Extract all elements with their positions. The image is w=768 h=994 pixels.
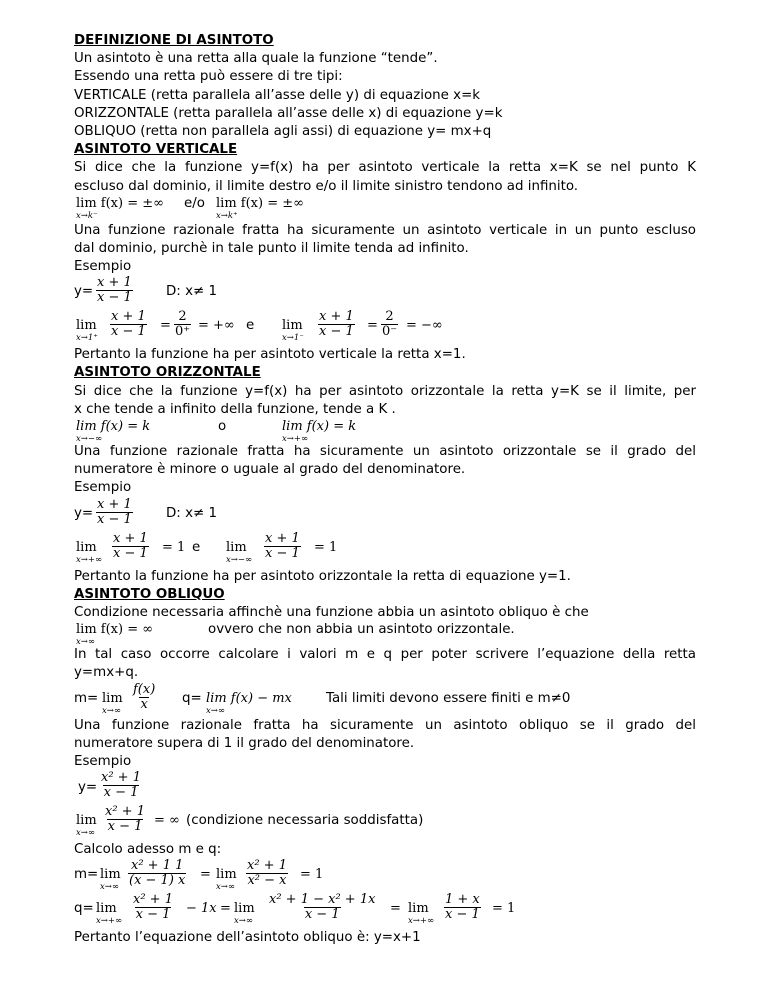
lim-operator: lim	[216, 867, 237, 883]
fraction	[444, 893, 481, 922]
paragraph-line: Si dice che la funzione y=f(x) ha per asintoto verticale la retta x=K se nel punto K	[74, 160, 696, 176]
limit-expression: lim f(x) = k	[282, 419, 357, 434]
limit-result: = 1	[300, 867, 324, 883]
subtraction-term: − 1x	[186, 901, 217, 917]
limit-subscript: x→∞	[76, 828, 95, 839]
fraction-denominator: (x − 1) x	[129, 873, 186, 889]
lim-operator: lim	[102, 690, 123, 706]
m-prefix: m=	[74, 690, 99, 706]
paragraph-line: y=mx+q.	[74, 665, 139, 681]
fraction-denominator: x − 1	[304, 907, 340, 923]
fraction-numerator: x² + 1	[101, 770, 141, 786]
limit-subscript: x→∞	[206, 705, 225, 716]
document-title: DEFINIZIONE DI ASINTOTO	[74, 33, 274, 48]
paragraph-line: numeratore supera di 1 il grado del denominatore.	[74, 735, 415, 751]
limit-result: = 1	[314, 539, 338, 555]
fraction-numerator: 1 + x	[445, 892, 480, 908]
formula-q-calculation	[74, 893, 696, 929]
y-prefix: y=	[78, 780, 98, 796]
fraction-numerator: 2	[385, 309, 394, 325]
fraction	[96, 498, 133, 527]
formula-vertical-definition	[74, 196, 696, 222]
fraction-numerator: x² + 1 − x² + 1x	[269, 892, 376, 908]
y-prefix: y=	[74, 505, 94, 521]
fraction	[246, 859, 288, 888]
limit-expression: lim f(x) = ∞	[76, 622, 154, 638]
connector-text: e	[192, 539, 201, 555]
condition-text: ovvero che non abbia un asintoto orizzontale.	[208, 622, 515, 638]
limit-expression: lim f(x) − mx	[206, 690, 292, 706]
fraction-denominator: x − 1	[319, 324, 354, 340]
limit-expression: lim f(x) = k	[76, 419, 151, 434]
fraction-denominator: x − 1	[107, 819, 143, 835]
section-heading-horizontal: ASINTOTO ORIZZONTALE	[74, 365, 261, 381]
paragraph-line: x che tende a infinito della funzione, tende a K .	[74, 401, 396, 417]
equals-sign: =	[200, 867, 211, 883]
condition-note: (condizione necessaria soddisfatta)	[186, 813, 424, 829]
formula-function	[74, 498, 696, 532]
paragraph-line: Una funzione razionale fratta ha sicuramente un asintoto verticale in un punto escluso	[74, 222, 696, 238]
intro-line: Un asintoto è una retta alla quale la funzione “tende”.	[74, 51, 438, 67]
limit-subscript: x→+∞	[282, 434, 309, 444]
limit-subscript: x→k⁺	[216, 210, 238, 221]
lim-operator: lim	[96, 901, 117, 917]
fraction	[132, 893, 174, 922]
connector-text: e	[246, 318, 255, 334]
paragraph-line: Una funzione razionale fratta ha sicuramente un asintoto orizzontale se il grado del	[74, 444, 696, 459]
intro-line: ORIZZONTALE (retta parallela all’asse delle x) di equazione y=k	[74, 105, 503, 121]
fraction	[128, 859, 186, 888]
q-prefix: q=	[74, 901, 94, 917]
equals-sign: =	[220, 901, 231, 917]
limit-subscript: x→∞	[216, 882, 235, 893]
paragraph-line: numeratore è minore o uguale al grado del denominatore.	[74, 462, 466, 478]
limit-result: = 1	[162, 539, 186, 555]
fraction-numerator: x + 1	[113, 530, 148, 546]
limit-subscript: x→k⁻	[76, 210, 98, 221]
fraction	[268, 893, 376, 922]
limit-subscript: x→1⁻	[282, 333, 304, 344]
fraction	[110, 310, 147, 339]
conclusion-line: Pertanto l’equazione dell’asintoto obliquo è: y=x+1	[74, 930, 421, 946]
lim-operator: lim	[76, 813, 97, 829]
equals-sign: =	[390, 901, 401, 917]
fraction-denominator: x² − x	[247, 873, 287, 889]
lim-operator: lim	[234, 901, 255, 917]
limit-subscript: x→−∞	[226, 554, 253, 565]
equals-sign: =	[160, 318, 171, 334]
limit-expression: lim f(x) = ±∞	[76, 195, 164, 211]
limit-result: = −∞	[406, 318, 443, 334]
lim-operator: lim	[226, 539, 247, 555]
limit-subscript: x→∞	[76, 637, 95, 648]
section-heading-vertical: ASINTOTO VERTICALE	[74, 142, 238, 158]
fraction-denominator: x − 1	[113, 545, 148, 561]
fraction-numerator: x² + 1	[133, 892, 173, 908]
limit-result: = ∞	[154, 813, 180, 829]
limit-subscript: x→+∞	[96, 916, 123, 927]
fraction-numerator: x + 1	[111, 309, 146, 325]
section-heading-oblique: ASINTOTO OBLIQUO	[74, 586, 225, 602]
example-label: Esempio	[74, 259, 132, 275]
fraction	[112, 532, 149, 561]
intro-line: Essendo una retta può essere di tre tipi:	[74, 69, 343, 85]
formula-horizontal-limits	[74, 532, 696, 568]
limit-subscript: x→∞	[102, 705, 121, 716]
fraction-numerator: x + 1	[97, 275, 132, 291]
fraction-denominator: 0⁻	[382, 324, 398, 340]
conclusion-line: Pertanto la funzione ha per asintoto verticale la retta x=1.	[74, 347, 466, 363]
fraction-numerator: x² + 1	[105, 804, 145, 820]
fraction	[174, 310, 191, 339]
limit-result: = 1	[492, 901, 516, 917]
fraction	[132, 683, 156, 712]
lim-operator: lim	[76, 318, 97, 334]
fraction-denominator: x − 1	[97, 290, 132, 306]
formula-oblique-condition	[74, 622, 696, 646]
fraction-denominator: x − 1	[97, 511, 132, 527]
fraction-denominator: x − 1	[445, 907, 480, 923]
y-prefix: y=	[74, 284, 94, 300]
intro-line: OBLIQUO (retta non parallela agli assi) di equazione y= mx+q	[74, 123, 492, 139]
limit-subscript: x→+∞	[408, 916, 435, 927]
formula-vertical-limits	[74, 310, 696, 346]
fraction-denominator: x	[140, 696, 148, 712]
paragraph-line: Si dice che la funzione y=f(x) ha per asintoto orizzontale la retta y=K se il limite, per	[74, 383, 696, 399]
formula-function	[74, 771, 696, 805]
formula-function	[74, 276, 696, 310]
paragraph-line: escluso dal dominio, il limite destro e/o il limite sinistro tendono ad infinito.	[74, 178, 579, 194]
fraction	[318, 310, 355, 339]
domain-label: D: x≠ 1	[166, 505, 217, 521]
paragraph-line: dal dominio, purchè in tale punto il limite tenda ad infinito.	[74, 240, 469, 256]
fraction-denominator: 0⁺	[175, 324, 191, 340]
fraction-numerator: x + 1	[97, 496, 132, 512]
limit-subscript: x→1⁺	[76, 333, 98, 344]
formula-m-q-definition	[74, 683, 696, 717]
note-text: Tali limiti devono essere finiti e m≠0	[326, 690, 571, 706]
equals-sign: =	[367, 318, 378, 334]
q-prefix: q=	[182, 690, 202, 706]
lim-operator: lim	[282, 318, 303, 334]
document-page	[74, 32, 696, 947]
fraction	[104, 805, 146, 834]
formula-horizontal-definition	[74, 419, 696, 443]
fraction-denominator: x − 1	[135, 907, 171, 923]
paragraph-line: Condizione necessaria affinchè una funzione abbia un asintoto obliquo è che	[74, 604, 589, 620]
fraction-numerator: x² + 1 1	[131, 858, 184, 874]
connector-text: o	[218, 419, 227, 434]
example-label: Esempio	[74, 480, 132, 496]
limit-expression: lim f(x) = ±∞	[216, 195, 304, 211]
limit-subscript: x→∞	[100, 882, 119, 893]
fraction	[96, 276, 133, 305]
intro-line: VERTICALE (retta parallela all’asse delle y) di equazione x=k	[74, 87, 481, 103]
paragraph-line: Una funzione razionale fratta ha sicuramente un asintoto obliquo se il grado del	[74, 717, 696, 733]
fraction-numerator: f(x)	[133, 681, 156, 697]
formula-m-calculation	[74, 859, 696, 893]
conclusion-line: Pertanto la funzione ha per asintoto orizzontale la retta di equazione y=1.	[74, 568, 571, 584]
fraction-denominator: x − 1	[103, 785, 139, 801]
fraction	[100, 771, 142, 800]
lim-operator: lim	[408, 901, 429, 917]
limit-subscript: x→∞	[234, 916, 253, 927]
formula-oblique-check	[74, 805, 696, 841]
fraction-numerator: x + 1	[265, 530, 300, 546]
connector-text: e/o	[184, 195, 205, 211]
fraction	[264, 532, 301, 561]
example-label: Esempio	[74, 753, 132, 769]
fraction-denominator: x − 1	[265, 545, 300, 561]
fraction-numerator: 2	[178, 309, 187, 325]
domain-label: D: x≠ 1	[166, 284, 217, 300]
lim-operator: lim	[76, 539, 97, 555]
fraction-numerator: x² + 1	[247, 858, 287, 874]
fraction	[381, 310, 398, 339]
lim-operator: lim	[100, 867, 121, 883]
fraction-denominator: x − 1	[111, 324, 146, 340]
fraction-numerator: x + 1	[319, 309, 354, 325]
limit-result: = +∞	[198, 318, 235, 334]
paragraph-line: Calcolo adesso m e q:	[74, 842, 222, 858]
limit-subscript: x→−∞	[76, 434, 103, 444]
limit-subscript: x→+∞	[76, 554, 103, 565]
m-prefix: m=	[74, 867, 99, 883]
paragraph-line: In tal caso occorre calcolare i valori m e q per poter scrivere l’equazione della retta	[74, 647, 696, 663]
